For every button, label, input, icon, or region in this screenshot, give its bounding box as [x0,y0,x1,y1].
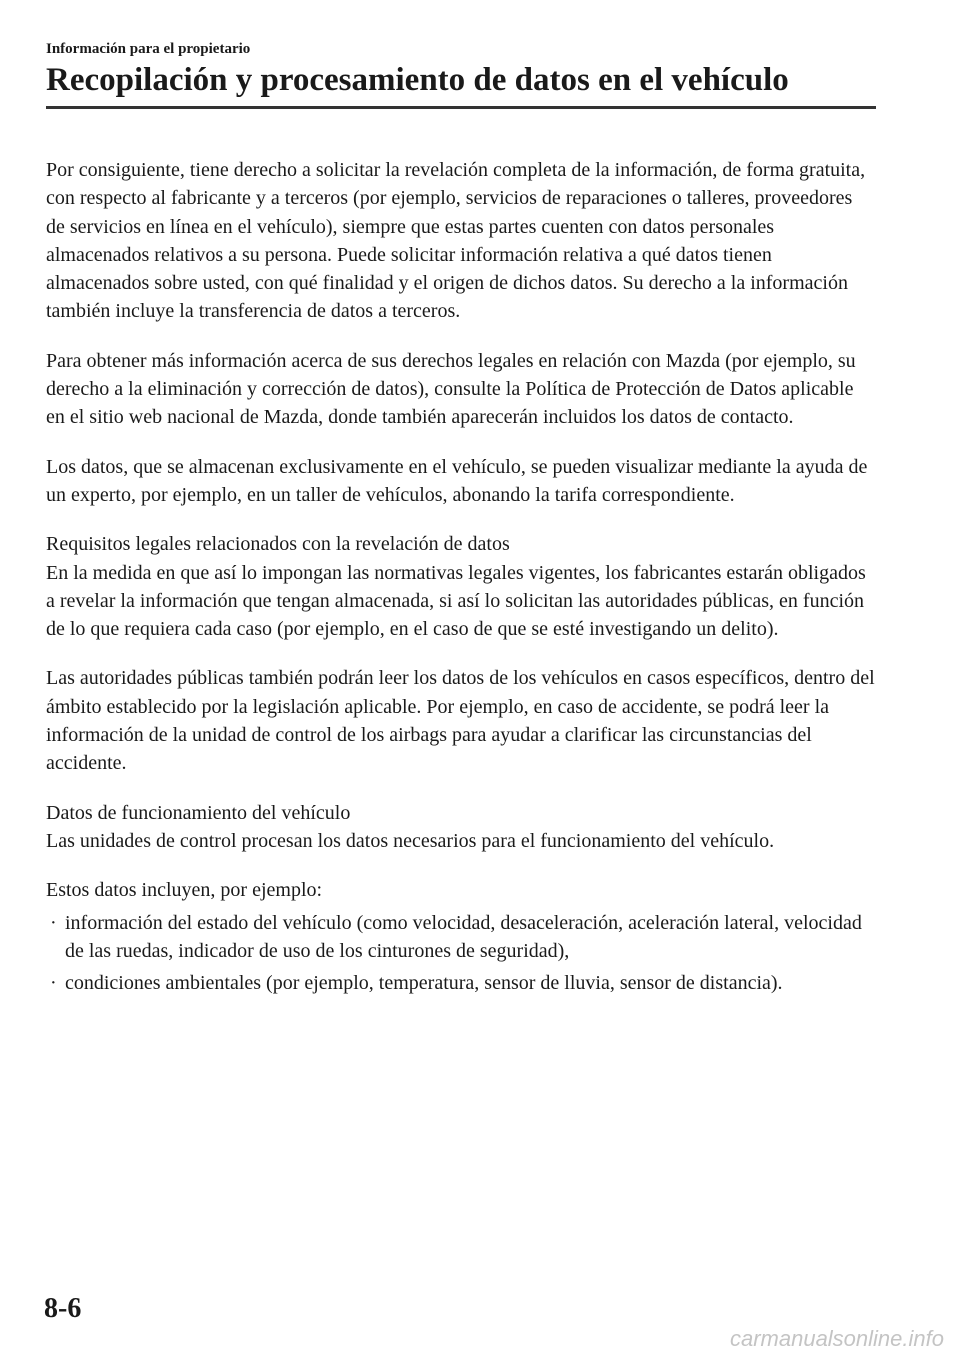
paragraph-vehicle-data-access: Los datos, que se almacenan exclusivamente en el vehículo, se pueden visualizar mediante la ayuda de un experto, por ejemplo, en un taller de vehículos, abonando la tarifa correspondiente. [46,455,868,506]
page-number: 8-6 [44,1293,82,1324]
watermark: carmanualsonline.info [729,1326,944,1351]
bullet-icon: · [50,972,57,995]
paragraph-public-authorities: Las autoridades públicas también podrán leer los datos de los vehículos en casos específicos, dentro del ámbito establecido por la legislación aplicable. Por ejemplo, en caso de accidente, se podrá leer la información de la unidad de control de los airbags para ayudar a clarificar las circunstancias del accidente. [46,667,875,775]
heading-operating-data: Datos de funcionamiento del vehículo [46,801,351,824]
section-label: Información para el propietario [46,41,251,57]
page-header [46,40,876,109]
body-content [46,156,876,997]
page-title: Recopilación y procesamiento de datos en el vehículo [46,62,789,98]
list-item-text: información del estado del vehículo (como velocidad, desaceleración, aceleración lateral, velocidad de las ruedas, indicador de uso de los cinturones de seguridad), [65,911,862,962]
paragraph-data-examples: Estos datos incluyen, por ejemplo: [46,879,323,902]
heading-legal-requirements: Requisitos legales relacionados con la revelación de datos [46,533,510,556]
paragraph-operating-data: Las unidades de control procesan los datos necesarios para el funcionamiento del vehículo. [46,829,775,852]
paragraph-disclosure-rights: Por consiguiente, tiene derecho a solicitar la revelación completa de la información, de forma gratuita, con respecto al fabricante y a terceros (por ejemplo, servicios de reparaciones o talleres, proveedores de servicios en línea en el vehículo), siempre que estas partes cuenten con datos personales almacenados relativos a su persona. Puede solicitar información relativa a qué datos tienen almacenados sobre usted, con qué finalidad y el origen de dichos datos. Su derecho a la información también incluye la transferencia de datos a terceros. [46,159,866,323]
title-divider [46,106,876,109]
list-item [46,909,876,966]
paragraph-legal-rights: Para obtener más información acerca de sus derechos legales en relación con Mazda (por ejemplo, su derecho a la eliminación y corrección de datos), consulte la Política de Protección de Datos aplicable en el sitio web nacional de Mazda, donde también aparecerán incluidos los datos de contacto. [46,349,856,429]
list-item [46,969,876,997]
bullet-icon: · [50,911,57,934]
paragraph-legal-requirements: En la medida en que así lo impongan las normativas legales vigentes, los fabricantes estarán obligados a revelar la información que tengan almacenada, si así lo solicitan las autoridades públicas, en función de lo que requiera cada caso (por ejemplo, en el caso de que se esté investigando un delito). [46,561,866,641]
data-examples-list [46,909,876,998]
list-item-text: condiciones ambientales (por ejemplo, temperatura, sensor de lluvia, sensor de distancia). [65,972,783,995]
